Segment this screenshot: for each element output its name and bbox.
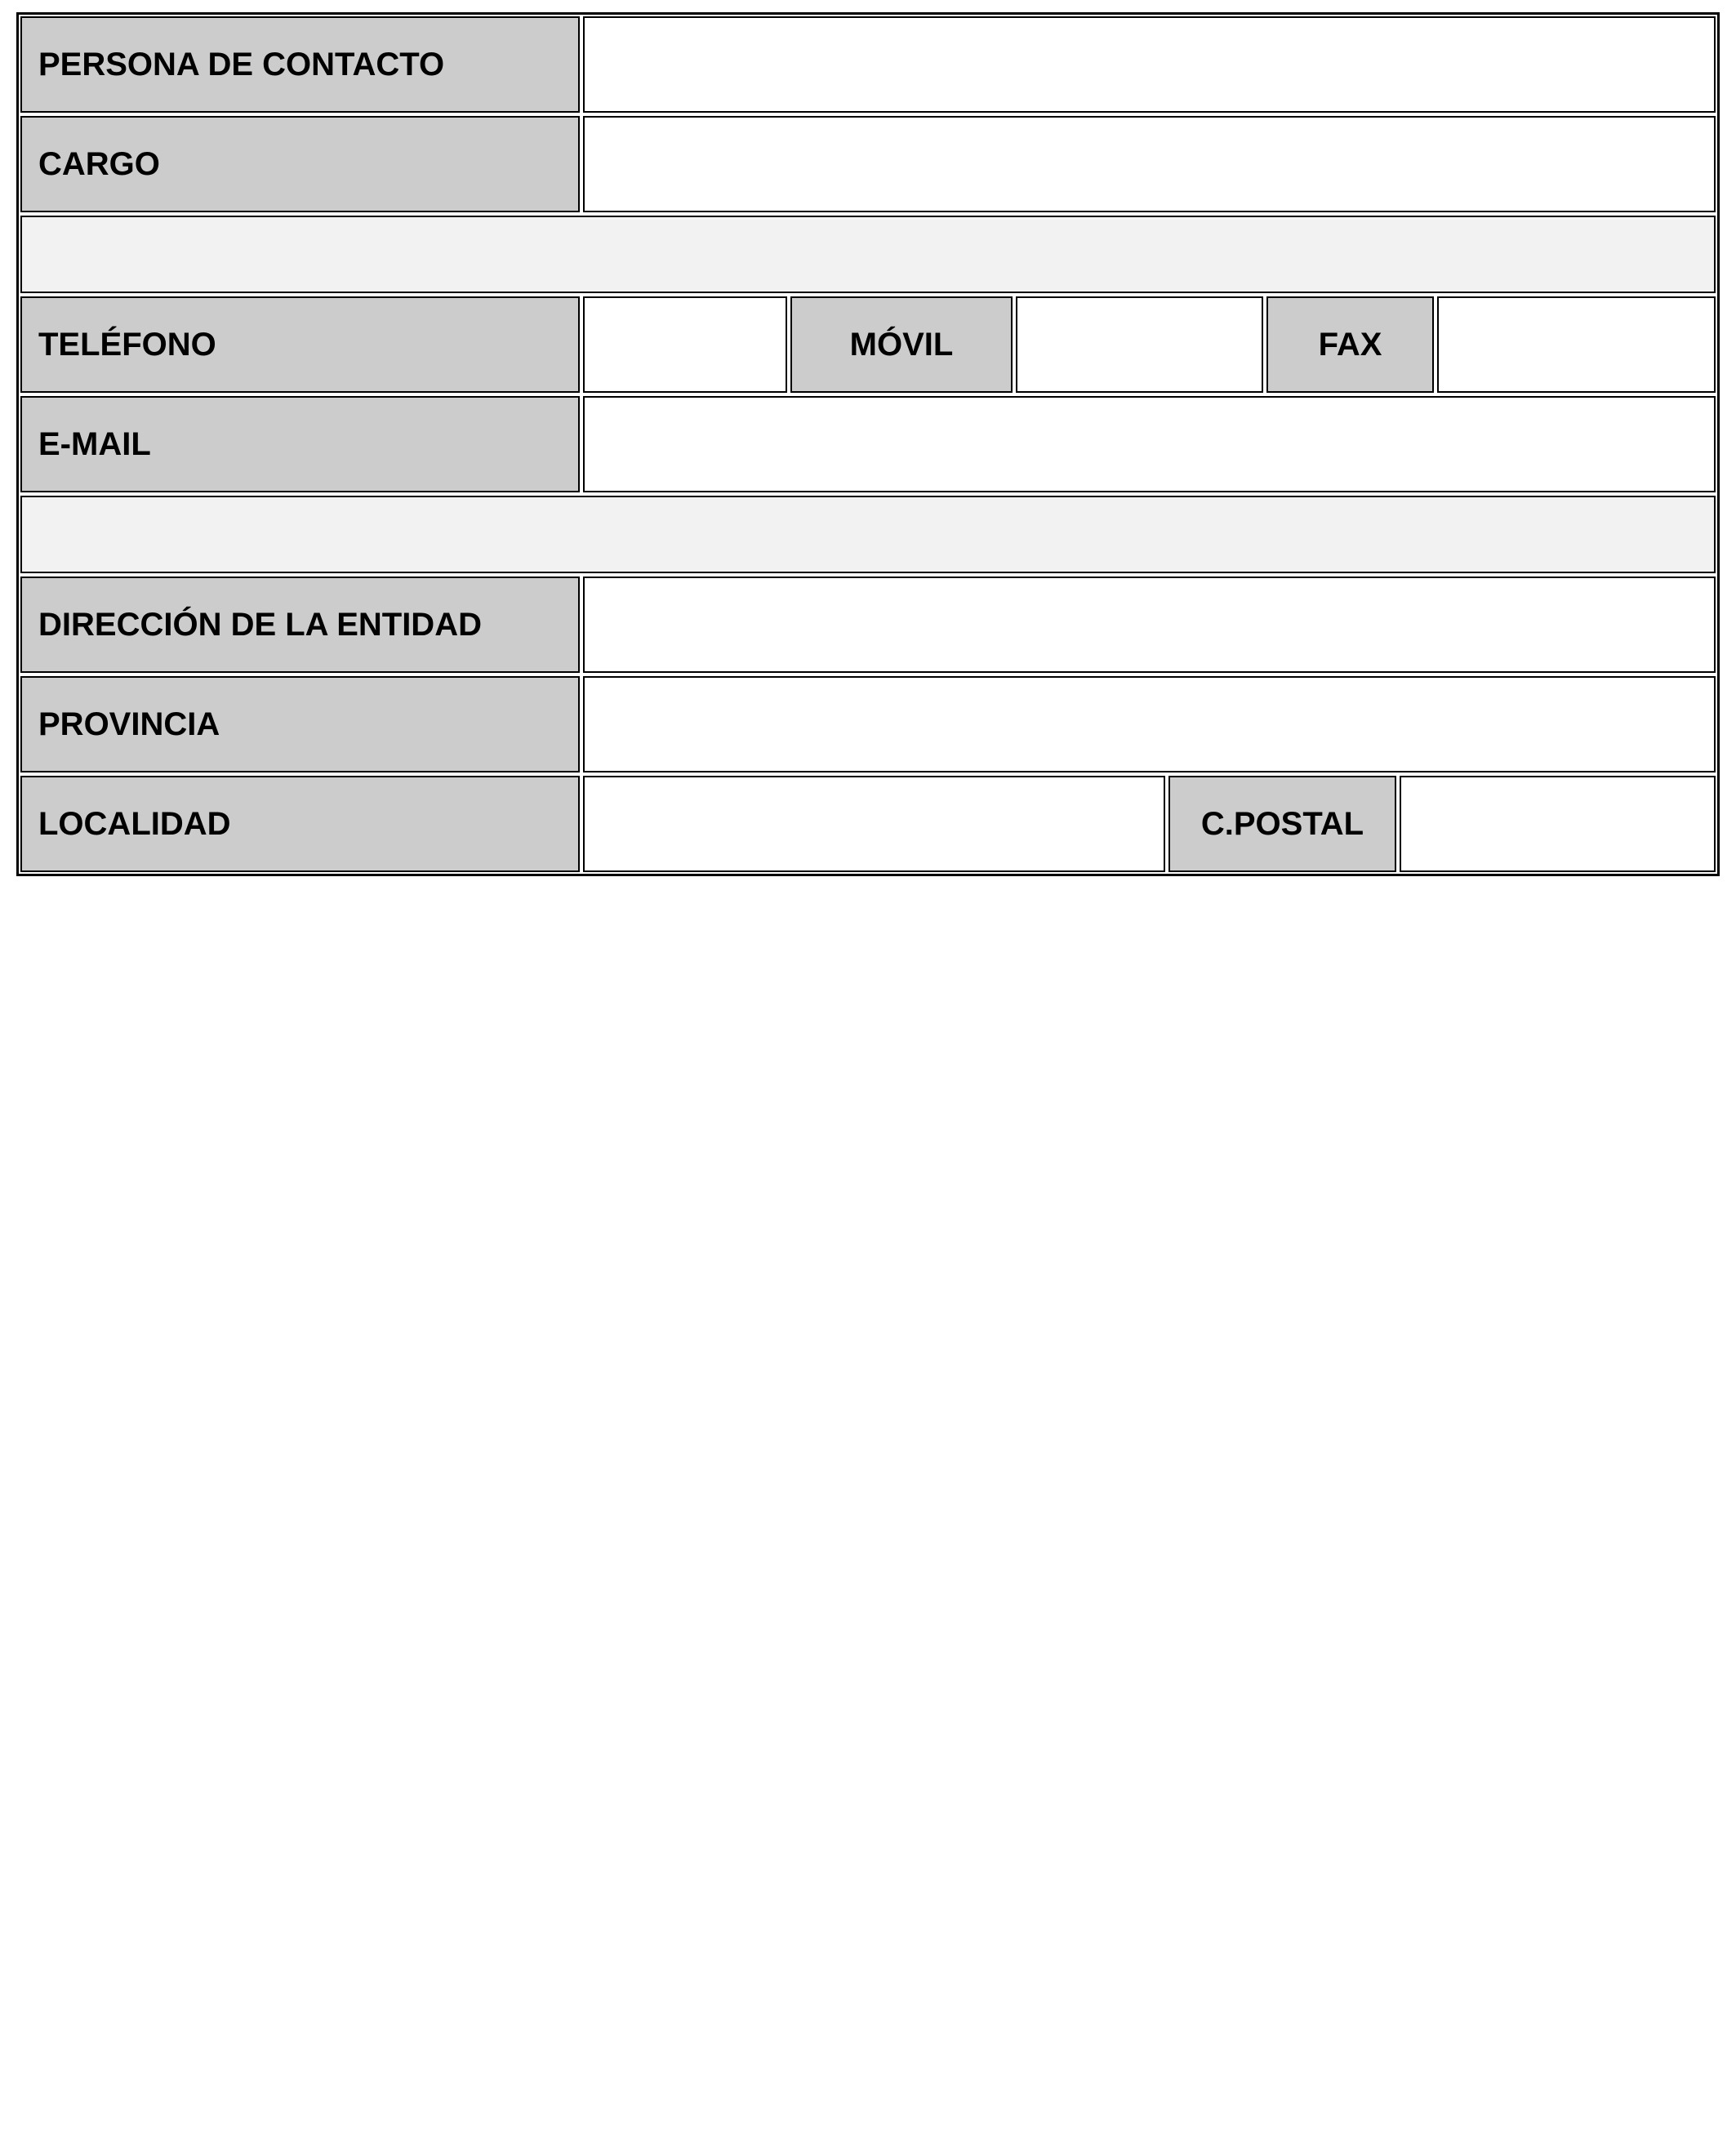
mobile-label: MÓVIL [790, 296, 1013, 393]
section-divider [20, 496, 1716, 573]
row-address [20, 577, 1716, 673]
position-field[interactable] [583, 116, 1716, 212]
fax-field[interactable] [1437, 296, 1716, 393]
spacer-row-2 [20, 496, 1716, 573]
postal-code-label: C.POSTAL [1168, 776, 1396, 872]
section-divider [20, 216, 1716, 293]
spacer-row-1 [20, 216, 1716, 293]
phone-field[interactable] [583, 296, 787, 393]
phone-label: TELÉFONO [20, 296, 580, 393]
row-locality [20, 776, 1716, 872]
row-position [20, 116, 1716, 212]
row-contact-person [20, 16, 1716, 113]
postal-code-field[interactable] [1400, 776, 1716, 872]
locality-label: LOCALIDAD [20, 776, 580, 872]
contact-person-field[interactable] [583, 16, 1716, 113]
mobile-field[interactable] [1016, 296, 1263, 393]
province-label: PROVINCIA [20, 676, 580, 772]
province-field[interactable] [583, 676, 1716, 772]
email-field[interactable] [583, 396, 1716, 492]
row-province [20, 676, 1716, 772]
email-label: E-MAIL [20, 396, 580, 492]
position-label: CARGO [20, 116, 580, 212]
address-label: DIRECCIÓN DE LA ENTIDAD [20, 577, 580, 673]
contact-form-table [16, 12, 1720, 876]
contact-person-label: PERSONA DE CONTACTO [20, 16, 580, 113]
row-email [20, 396, 1716, 492]
row-phones [20, 296, 1716, 393]
fax-label: FAX [1266, 296, 1434, 393]
address-field[interactable] [583, 577, 1716, 673]
locality-field[interactable] [583, 776, 1165, 872]
